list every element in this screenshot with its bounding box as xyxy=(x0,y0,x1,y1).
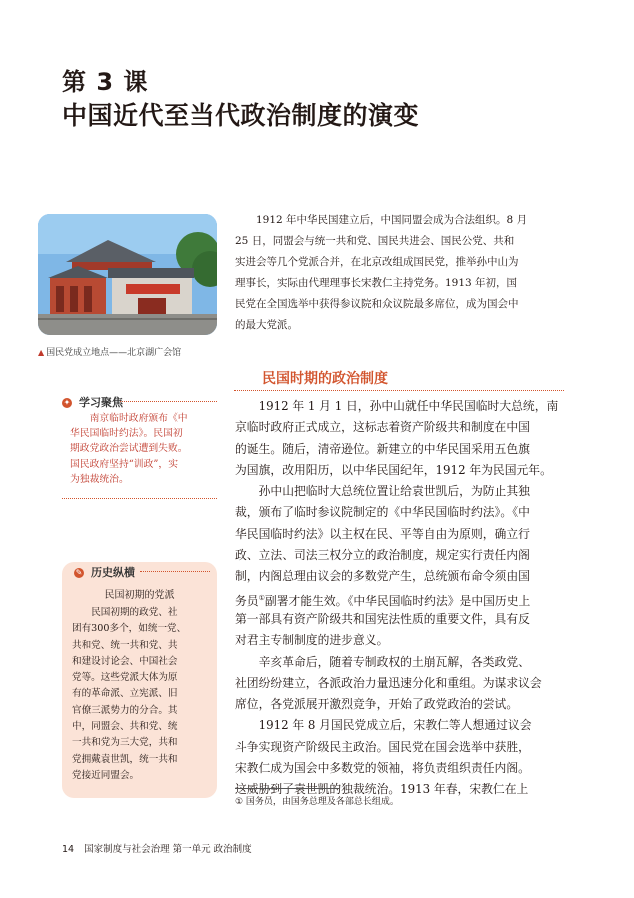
history-line: 一共和党为三大党，共和 xyxy=(72,737,178,749)
intro-line: 民党在全国选举中获得参议院和众议院最多席位，成为国会中 xyxy=(235,298,519,310)
photo-caption xyxy=(38,345,181,358)
main-line: 制，内阁总理由议会的多数党产生，总统颁布命令须由国 xyxy=(235,569,530,584)
history-line: 共和党、统一共和党、共 xyxy=(72,639,178,651)
history-line: 有的革命派、立宪派、旧 xyxy=(72,688,178,700)
focus-line: 国民政府坚持“训政”，实 xyxy=(70,458,178,470)
intro-line: 1912 年中华民国建立后，中国同盟会成为合法组织。8 月 xyxy=(256,214,528,226)
page-footer xyxy=(62,841,252,855)
main-line: 政、立法、司法三权分立的政治制度，规定实行责任内阁 xyxy=(235,548,530,563)
main-line-rest: 副署才能生效。《中华民国临时约法》是中国历史上 xyxy=(264,593,531,608)
section-divider xyxy=(234,390,564,391)
history-body xyxy=(72,605,212,784)
history-line: 党接近同盟会。 xyxy=(72,769,140,781)
focus-line: 为独裁统治。 xyxy=(70,473,129,485)
history-icon: ✎ xyxy=(75,568,83,577)
main-line: 为国旗，改用阳历，以中华民国纪年，1912 年为民国元年。 xyxy=(235,462,552,477)
main-line: 京临时政府正式成立，这标志着资产阶级共和制度在中国 xyxy=(235,420,530,435)
focus-divider-top xyxy=(120,401,217,402)
learning-focus-body xyxy=(70,411,218,487)
history-line: 党拥戴袁世凯，统一共和 xyxy=(72,753,178,765)
lesson-number: 第 3 课 xyxy=(62,68,149,96)
learning-focus-title: 学习聚焦 xyxy=(79,396,123,409)
photo-caption-text: 国民党成立地点——北京湖广会馆 xyxy=(46,348,182,358)
section-heading: 民国时期的政治制度 xyxy=(262,371,388,387)
main-line: 裁，颁布了临时参议院制定的《中华民国临时约法》。《中 xyxy=(235,505,530,520)
main-line xyxy=(235,588,562,609)
main-line: 辛亥革命后，随着专制政权的土崩瓦解，各类政党、 xyxy=(258,654,530,669)
history-line: 团有300多个，如统一党、 xyxy=(72,623,187,635)
main-line: 社团纷纷建立，各派政治力量迅速分化和重组。为谋求议会 xyxy=(235,675,542,690)
intro-line: 理事长，实际由代理理事长宋教仁主持党务。1913 年初，国 xyxy=(235,277,518,289)
focus-icon: ✦ xyxy=(63,398,71,407)
footnote-marker: ① xyxy=(258,593,265,602)
main-line-start: 务员 xyxy=(235,593,259,608)
main-line: 斗争实现资产阶级民主政治。国民党在国会选举中获胜， xyxy=(235,739,530,754)
lesson-title: 中国近代至当代政治制度的演变 xyxy=(62,101,420,130)
page-number: 14 xyxy=(62,844,75,855)
history-box xyxy=(62,562,217,798)
focus-line: 南京临时政府颁布《中 xyxy=(89,413,188,424)
focus-line: 华民国临时约法》。民国初 xyxy=(70,428,183,440)
main-line: 第一部具有资产阶级共和国宪法性质的重要文件，具有反 xyxy=(235,611,530,626)
focus-divider-bottom xyxy=(62,498,217,499)
history-title: 历史纵横 xyxy=(91,566,135,579)
footnote-divider xyxy=(235,788,339,789)
history-line: 和建设讨论会、中国社会 xyxy=(72,655,178,667)
footnote: ① 国务员，由国务总理及各部总长组成。 xyxy=(235,797,399,807)
main-line: 1912 年 1 月 1 日，孙中山就任中华民国临时大总统，南 xyxy=(258,399,559,413)
huguang-guild-hall-photo xyxy=(38,214,217,335)
main-line: 孙中山把临时大总统位置让给袁世凯后，为防止其独 xyxy=(258,484,530,499)
intro-line: 实进会等几个党派合并，在北京改组成国民党，推举孙中山为 xyxy=(235,256,519,268)
main-line: 宋教仁成为国会中多数党的领袖，将负责组织责任内阁。 xyxy=(235,761,530,776)
main-line: 1912 年 8 月国民党成立后，宋教仁等人想通过议会 xyxy=(258,718,532,733)
intro-line: 25 日，同盟会与统一共和党、国民共进会、国民公党、共和 xyxy=(235,235,515,247)
history-line: 民国初期的政党、社 xyxy=(91,607,178,618)
intro-line: 的最大党派。 xyxy=(235,319,298,331)
main-line: 这威胁到了袁世凯的独裁统治。1913 年春，宋教仁在上 xyxy=(235,782,529,797)
learning-focus-box xyxy=(62,394,217,498)
main-line: 席位，各党派展开激烈竞争，开始了政党政治的尝试。 xyxy=(235,697,519,712)
intro-paragraph xyxy=(235,210,562,336)
main-line: 对君主专制制度的进步意义。 xyxy=(235,633,389,648)
learning-focus-header xyxy=(62,394,123,410)
history-subtitle: 民国初期的党派 xyxy=(104,590,175,601)
history-line: 党等。这些党派大体为原 xyxy=(72,672,178,684)
history-line: 官僚三派势力的分合。其 xyxy=(72,704,178,716)
history-header xyxy=(74,564,135,580)
history-line: 中，同盟会、共和党、统 xyxy=(72,721,178,733)
main-line: 的诞生。随后，清帝逊位。新建立的中华民国采用五色旗 xyxy=(235,441,530,456)
history-divider xyxy=(140,571,210,572)
footer-text: 国家制度与社会治理 第一单元 政治制度 xyxy=(84,844,252,855)
main-text xyxy=(235,396,562,801)
triangle-marker-icon: ▲ xyxy=(38,348,45,357)
focus-line: 期政党政治尝试遭到失败。 xyxy=(70,443,188,455)
main-line: 华民国临时约法》以主权在民、平等自由为原则，确立行 xyxy=(235,526,530,541)
